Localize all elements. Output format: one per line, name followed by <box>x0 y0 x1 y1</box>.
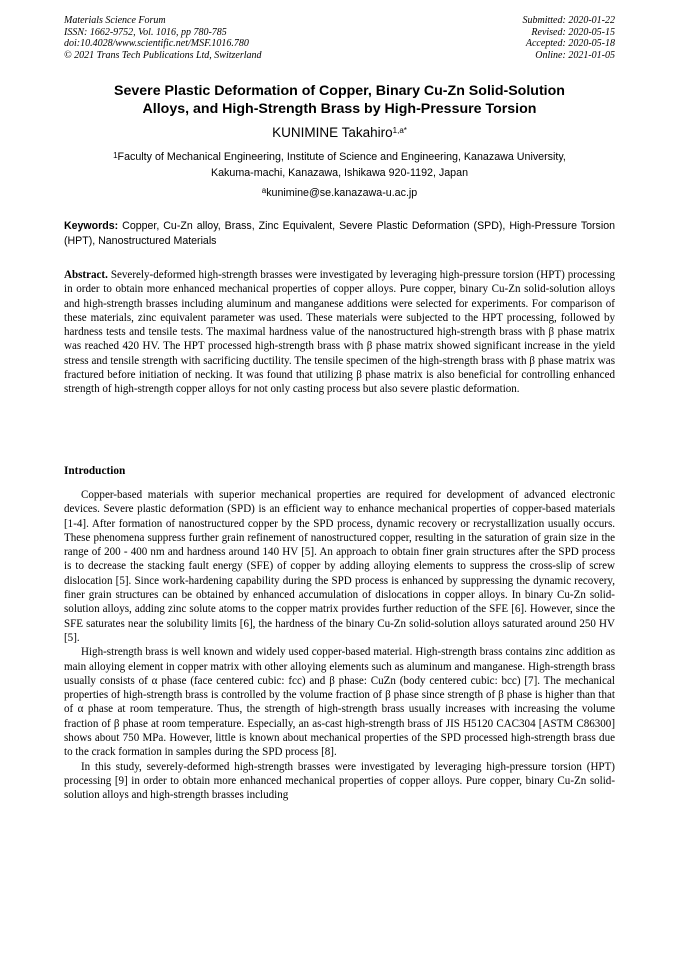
copyright: © 2021 Trans Tech Publications Ltd, Switzerland <box>64 49 262 61</box>
doi: doi:10.4028/www.scientific.net/MSF.1016.780 <box>64 38 249 49</box>
affiliation-superscript: 1 <box>113 151 118 160</box>
accepted-date: Accepted: 2020-05-18 <box>525 38 615 49</box>
keywords-label: Keywords: <box>64 220 119 232</box>
introduction-heading: Introduction <box>64 465 126 477</box>
revised-date: Revised: 2020-05-15 <box>531 26 615 38</box>
email-address: kunimine@se.kanazawa-u.ac.jp <box>266 187 418 199</box>
keywords-text: Copper, Cu-Zn alloy, Brass, Zinc Equivalent, Severe Plastic Deformation (SPD), High-Pressure Torsion (HPT), Nanostructured Materials <box>64 220 615 247</box>
submitted-date: Submitted: 2020-01-22 <box>522 15 615 26</box>
submission-dates <box>523 15 616 61</box>
author-superscript: 1,a* <box>392 126 407 135</box>
author <box>64 124 615 142</box>
abstract-label: Abstract. <box>64 269 108 281</box>
abstract-text: Severely-deformed high-strength brasses were investigated by leveraging high-pressure torsion (HPT) processing in order to obtain more enhanced mechanical properties of copper alloys. Pure copper, binary Cu-Zn solid-solution alloys and high-strength brasses including aluminum and manganese additions were selected for experiments. For comparison of these materials, zinc equivalent parameter was used. These materials were subjected to the HPT processing, followed by hardness tests and tensile tests. The maximal hardness value of the nanostructured high-strength brass with β phase matrix was reached 420 HV. The HPT processed high-strength brass with β phase matrix showed significant increase in the yield stress and tensile strength with sacrificing ductility. The tensile specimen of the high-strength brass with β phase matrix was fractured before initiation of necking. It was found that utilizing β phase matrix is also beneficial for controlling enhanced strength of high-strength copper alloys for not only casting process but also severe plastic deformation. <box>64 269 615 396</box>
online-date: Online: 2021-01-05 <box>535 49 615 61</box>
affiliation <box>64 150 615 181</box>
paper-title <box>64 82 615 118</box>
publication-info <box>64 15 262 61</box>
author-email <box>64 186 615 200</box>
email-superscript: a <box>261 186 267 195</box>
affiliation-line-2: Kakuma-machi, Kanazawa, Ishikawa 920-1192, Japan <box>210 166 469 179</box>
issn-volume: ISSN: 1662-9752, Vol. 1016, pp 780-785 <box>64 26 227 38</box>
intro-paragraph-3: In this study, severely-deformed high-strength brasses were investigated by leveraging high-pressure torsion (HPT) processing [9] in order to obtain more enhanced mechanical properties of copper alloys. Pure copper, binary Cu-Zn solid-solution alloys and high-strength brasses including <box>64 760 615 802</box>
affiliation-line-1: Faculty of Mechanical Engineering, Institute of Science and Engineering, Kanazawa University, <box>117 151 566 163</box>
journal-name: Materials Science Forum <box>64 15 166 26</box>
intro-paragraph-1: Copper-based materials with superior mechanical properties are required for development of advanced electronic devices. Severe plastic deformation (SPD) is an efficient way to enhance mechanical properties of copper-based materials [1-4]. After formation of nanostructured copper by the SPD process, dynamic recovery or recrystallization usually occurs. These phenomena suppress further grain refinement of nanostructured copper, resulting in the saturation of grain size in the range of 200 - 400 nm and hardness around 140 HV [5]. An approach to obtain finer grain structures after the SPD process is to decrease the stacking fault energy (SFE) of copper by adding alloying elements to suppress the cross-slip of screw dislocation [5]. Since work-hardening capability during the SPD process is enhanced by suppressing the dynamic recovery, finer grain structures can be obtained by enhanced accumulation of dislocations in copper alloys. In binary Cu-Zn solid-solution alloys, adding zinc solute atoms to the copper matrix provides further reduction of the SFE [6]. However, since the SFE saturates near the solubility limits [6], the hardness of the binary Cu-Zn solid-solution alloys saturated around 250 HV [5]. <box>64 489 615 644</box>
title-line-1: Severe Plastic Deformation of Copper, Binary Cu-Zn Solid-Solution <box>114 83 565 99</box>
title-line-2: Alloys, and High-Strength Brass by High-Pressure Torsion <box>142 101 537 117</box>
author-name: KUNIMINE Takahiro <box>272 125 393 140</box>
introduction-body <box>64 488 615 803</box>
abstract <box>64 268 615 397</box>
intro-paragraph-2: High-strength brass is well known and widely used copper-based material. High-strength brass contains zinc addition as main alloying element in copper matrix with other alloying elements such as aluminum and manganese. High-strength brass usually consists of α phase (face centered cubic: fcc) and β phase: CuZn (body centered cubic: bcc) [7]. The mechanical properties of high-strength brass is controlled by the volume fraction of β phase since strength of β phase is higher than that of α phase at room temperature. Thus, the strength of high-strength brass usually increases with increasing the volume fraction of β phase at room temperature. Especially, an as-cast high-strength brass of JIS H5120 CAC304 [ASTM C86300] shows about 750 MPa. However, little is known about mechanical properties of the SPD processed high-strength brass due to the crack formation in samples during the SPD process [8]. <box>64 646 615 759</box>
keywords <box>64 219 615 248</box>
